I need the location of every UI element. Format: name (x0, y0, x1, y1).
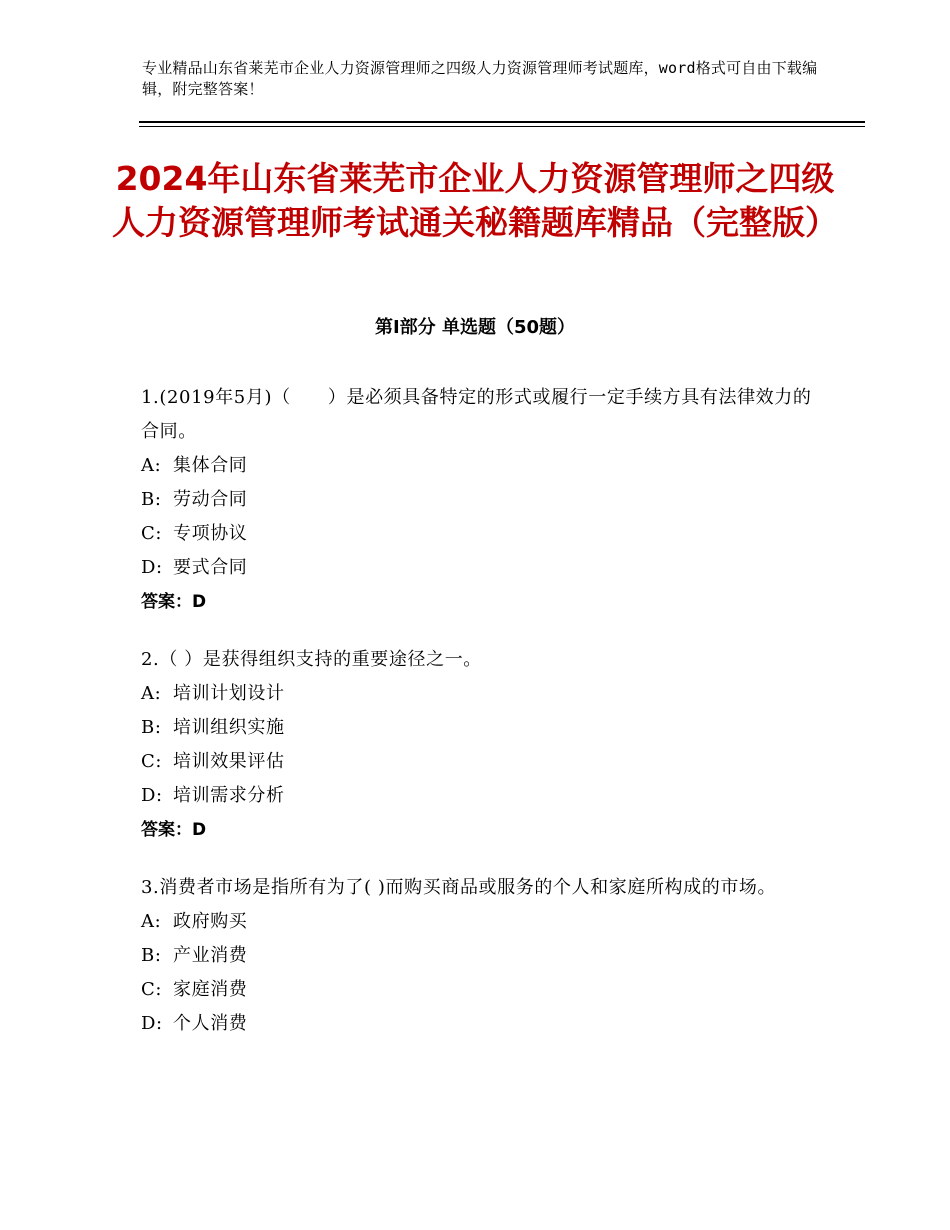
option-text: 专项协议 (173, 523, 248, 544)
option-text: 集体合同 (173, 455, 248, 476)
option-letter: B: (141, 489, 162, 510)
question-list (141, 381, 821, 1065)
question-1 (141, 381, 821, 619)
section-title: 第Ⅰ部分 单选题（50题） (374, 317, 575, 338)
option-text: 产业消费 (173, 945, 248, 966)
option-a (141, 677, 821, 711)
option-letter: A: (141, 911, 162, 932)
option-c (141, 745, 821, 779)
answer-label: 答案：D (141, 820, 207, 840)
option-letter: D: (141, 1013, 163, 1034)
option-a (141, 449, 821, 483)
header-rule-thin (139, 126, 865, 127)
option-c (141, 973, 821, 1007)
option-d (141, 1007, 821, 1041)
option-text: 培训计划设计 (173, 683, 285, 704)
option-a (141, 905, 821, 939)
question-stem: 2.（ ）是获得组织支持的重要途径之一。 (141, 649, 482, 670)
option-letter: B: (141, 717, 162, 738)
option-letter: A: (141, 683, 162, 704)
option-text: 培训需求分析 (173, 785, 285, 806)
option-text: 家庭消费 (173, 979, 248, 1000)
option-text: 个人消费 (173, 1013, 248, 1034)
option-letter: A: (141, 455, 162, 476)
option-text: 培训组织实施 (173, 717, 285, 738)
option-c (141, 517, 821, 551)
option-text: 劳动合同 (173, 489, 248, 510)
option-d (141, 779, 821, 813)
option-text: 要式合同 (173, 557, 248, 578)
option-b (141, 711, 821, 745)
question-3 (141, 871, 821, 1041)
option-b (141, 483, 821, 517)
option-text: 培训效果评估 (173, 751, 285, 772)
question-stem: 1.(2019年5月)（ ）是必须具备特定的形式或履行一定手续方具有法律效力的合同。 (141, 387, 812, 442)
question-2 (141, 643, 821, 847)
option-letter: C: (141, 979, 163, 1000)
option-letter: B: (141, 945, 162, 966)
question-stem: 3.消费者市场是指所有为了( )而购买商品或服务的个人和家庭所构成的市场。 (141, 877, 777, 898)
option-letter: D: (141, 557, 163, 578)
document-title: 2024年山东省莱芜市企业人力资源管理师之四级人力资源管理师考试通关秘籍题库精品（完整版） (112, 159, 838, 242)
option-text: 政府购买 (173, 911, 248, 932)
option-letter: C: (141, 751, 163, 772)
option-d (141, 551, 821, 585)
header-note: 专业精品山东省莱芜市企业人力资源管理师之四级人力资源管理师考试题库，word格式可自由下载编辑，附完整答案！ (142, 59, 818, 98)
option-letter: D: (141, 785, 163, 806)
header-rule-thick (139, 121, 865, 123)
option-letter: C: (141, 523, 163, 544)
answer-label: 答案：D (141, 592, 207, 612)
option-b (141, 939, 821, 973)
